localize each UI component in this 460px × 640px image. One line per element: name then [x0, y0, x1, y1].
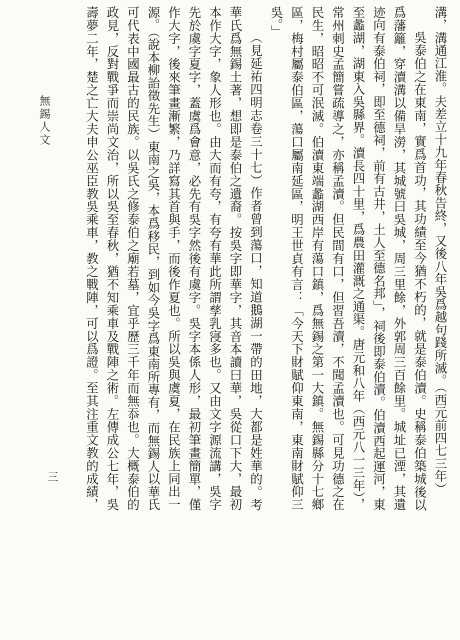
paragraph-3: （見延祐四明志卷三十七）作者曾到蕩口，知道鵝湖一帶的田地，大都是姓華的。考華氏爲無錫土著，想即是泰伯之遺裔。按吳字即華字，其音本讀曰華，吳從口下大，最初本作大字，象人形也。由大而有夸，有夸有華此所謂孳乳寖多也。又由文字源流講，吳字先於虞字夏字，蓋虞爲會意，必先有吳字然後有虞字。吳字本係人形，最初筆畫簡單，僅作大字，後來筆畫漸繁，乃詳寫其首與手，而後作夏也。所以吳與虞夏，在民族上同出一源。（說本柳詒徵先生）東南之吳，本爲移民，到如今吳字爲東南所專有，而無錫人以華氏可代表中國最古的民族。以吳氏之修泰伯之廟若墓，宜乎歷三千年而無忝也。大概泰伯的政見，反對戰爭而崇尚文治，所以吳至春秋，猶不知乘車及戰陣之術。左傳成公七年，吳壽夢二年，楚之亡大夫申公巫臣教吳乘車，教之戰陣，可以爲證。至其注重文教的成績， — [84, 6, 264, 511]
running-title: 無錫人文 — [38, 95, 51, 147]
paragraph-1: 溝，溝通江淮。夫差立十九年春秋告終，又後八年吳爲越句踐所滅。（西元前四七三年） — [433, 6, 448, 496]
paragraph-2: 吳泰伯之在東南，實爲首功，其功績至今猶不朽的，就是泰伯瀆。史稱泰伯築城後以爲藩籬，穿瀆溝以備旱澇，其城號曰吳城，周三里餘，外郭周三百餘里。城址已湮，其遺迹向有泰伯祠，即至德祠，前有古井，土人至德名邦」，祠後即泰伯瀆。伯瀆西起運河，東至蠡湖，湖東入吳縣界。瀆長四十里，爲農田灌溉之通渠。唐元和八年（西元八一三年），常州刺史孟簡嘗疏導之，亦稱孟瀆。但民間有口，但習吾瀆，不聞孟瀆也。可見功德之在民生，昭昭不可泯滅。伯瀆東端蠡湖西岸有蕩口鎮，爲無錫之第一大鎮。無錫縣分十七鄉區，梅村屬泰伯區，蕩口屬南延區，明王世貞有言：「今天下財賦仰東南，東南財賦仰三吳。」 — [269, 6, 428, 511]
page-number: 三 — [46, 471, 59, 482]
body-text — [80, 6, 450, 511]
